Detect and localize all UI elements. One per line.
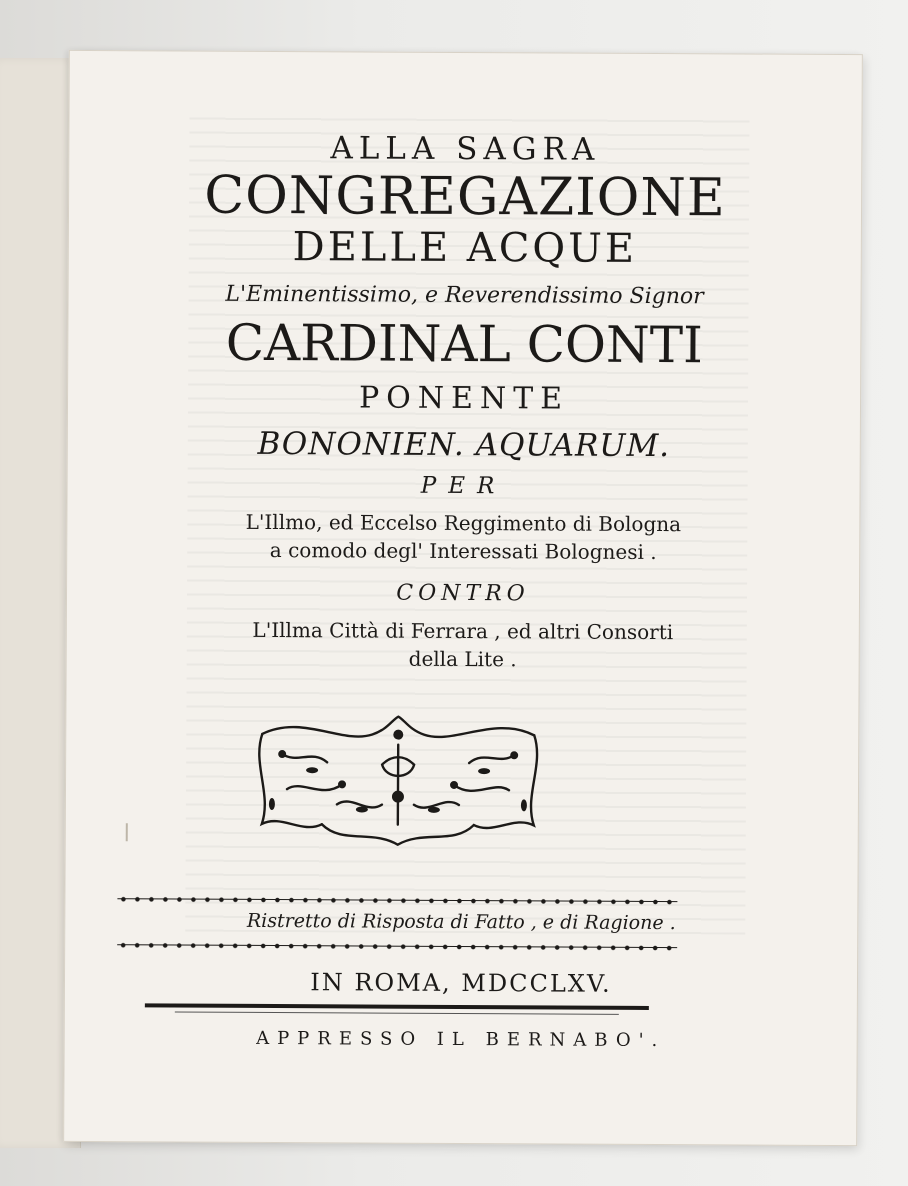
heading-ponente: PONENTE <box>358 380 570 417</box>
heading-alla-sagra: ALLA SAGRA <box>330 130 601 168</box>
heading-congregazione: CONGREGAZIONE <box>204 165 726 229</box>
thin-rule <box>175 1011 619 1014</box>
heading-delle-acque: DELLE ACQUE <box>292 224 638 272</box>
case-title: BONONIEN. AQUARUM. <box>257 425 671 465</box>
printer-line: APPRESSO IL BERNABO'. <box>256 1027 666 1052</box>
per-label: PER <box>420 472 507 500</box>
party-line-1: L'Illmo, ed Eccelso Reggimento di Bologna <box>245 509 682 537</box>
ornamental-rule-bottom <box>117 939 677 954</box>
title-page <box>63 50 863 1146</box>
dedication-line: L'Eminentissimo, e Reverendissimo Signor <box>225 281 704 310</box>
thick-rule <box>145 1003 649 1010</box>
opponent-line-1: L'Illma Città di Ferrara , ed altri Consorti <box>252 617 674 645</box>
binding-thread <box>126 823 138 841</box>
opponent-line-2: della Lite . <box>408 646 517 672</box>
document-subtitle: Ristretto di Risposta di Fatto , e di Ragione . <box>246 909 676 935</box>
imprint-place-date: IN ROMA, MDCCLXV. <box>310 968 612 998</box>
party-line-2: a comodo degl' Interessati Bolognesi . <box>269 537 657 565</box>
contro-label: CONTRO <box>396 580 530 607</box>
heading-cardinal-conti: CARDINAL CONTI <box>225 313 703 375</box>
floral-cartouche-icon <box>242 704 555 858</box>
